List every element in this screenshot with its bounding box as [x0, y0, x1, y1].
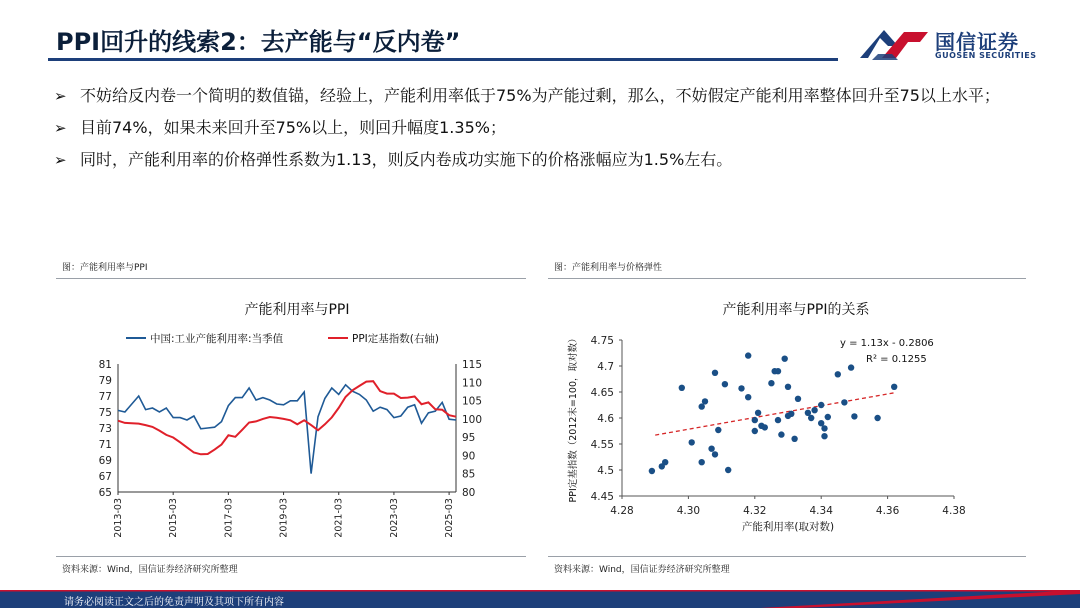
- scatter-point: [775, 368, 781, 374]
- y-left-tick-label: 71: [98, 439, 112, 451]
- scatter-point: [818, 402, 824, 408]
- legend-label: PPI定基指数(右轴): [352, 333, 439, 345]
- panel-rule: [548, 556, 1026, 557]
- x-tick-label: 2021-03: [333, 498, 345, 538]
- y-right-tick-label: 115: [462, 359, 483, 371]
- y-tick-label: 4.7: [597, 361, 614, 373]
- logo-text-cn: 国信证券: [935, 30, 1019, 54]
- bullet-item: [54, 116, 1044, 140]
- title-divider: [48, 58, 838, 61]
- scatter-point: [768, 380, 774, 386]
- footer-disclaimer: 请务必阅读正文之后的免责声明及其项下所有内容: [64, 597, 284, 608]
- scatter-point: [755, 410, 761, 416]
- y-left-tick-label: 65: [98, 487, 112, 499]
- scatter-point: [891, 384, 897, 390]
- right-chart-panel: [548, 256, 1026, 582]
- scatter-point: [702, 398, 708, 404]
- series-line-ppi: [118, 381, 456, 454]
- page-title: PPI回升的线索2：去产能与“反内卷”: [56, 28, 461, 56]
- scatter-point: [841, 399, 847, 405]
- left-chart-source: 资料来源：Wind，国信证券经济研究所整理: [62, 565, 238, 575]
- left-chart-label: 图：产能利用率与PPI: [62, 263, 148, 273]
- y-right-tick-label: 85: [462, 468, 476, 481]
- scatter-point: [745, 352, 751, 358]
- legend-label: 中国:工业产能利用率:当季值: [150, 333, 284, 345]
- bullet-text: 不妨给反内卷一个简明的数值锚，经验上，产能利用率低于75%为产能过剩，那么，不妨假定产能利用率整体回升至75以上水平；: [80, 86, 1000, 105]
- chart-title: 产能利用率与PPI: [244, 302, 350, 318]
- y-right-tick-label: 100: [462, 413, 483, 426]
- right-chart-source: 资料来源：Wind，国信证券经济研究所整理: [554, 565, 730, 575]
- scatter-point: [649, 468, 655, 474]
- x-tick-label: 2013-03: [113, 498, 124, 538]
- scatter-point: [662, 459, 668, 465]
- x-tick-label: 4.30: [676, 505, 701, 517]
- bullet-arrow-icon: ➢: [54, 87, 67, 105]
- trend-r-squared: R² = 0.1255: [866, 354, 927, 365]
- y-tick-label: 4.6: [597, 413, 614, 425]
- y-left-tick-label: 67: [98, 471, 112, 483]
- scatter-point: [699, 459, 705, 465]
- panel-rule: [56, 556, 526, 557]
- scatter-point: [851, 413, 857, 419]
- y-right-tick-label: 80: [462, 487, 476, 499]
- x-tick-label: 4.38: [942, 505, 966, 517]
- scatter-chart: [548, 280, 1026, 556]
- scatter-point: [835, 371, 841, 377]
- scatter-point: [762, 424, 768, 430]
- y-tick-label: 4.5: [597, 465, 614, 477]
- logo-text-en: GUOSEN SECURITIES: [935, 51, 1037, 60]
- x-tick-label: 2019-03: [278, 498, 290, 538]
- scatter-point: [738, 385, 744, 391]
- x-tick-label: 4.32: [743, 505, 767, 517]
- x-tick-label: 4.36: [875, 505, 900, 517]
- panel-rule: [56, 278, 526, 279]
- scatter-point: [848, 364, 854, 370]
- y-right-tick-label: 90: [462, 450, 476, 463]
- y-right-tick-label: 105: [462, 395, 483, 408]
- scatter-point: [722, 381, 728, 387]
- scatter-point: [712, 370, 718, 376]
- trendline: [655, 393, 894, 435]
- y-left-tick-label: 75: [98, 407, 112, 419]
- y-tick-label: 4.75: [590, 335, 614, 347]
- scatter-point: [745, 394, 751, 400]
- y-left-tick-label: 73: [98, 423, 112, 435]
- scatter-point: [821, 425, 827, 431]
- bullet-text: 目前74%，如果未来回升至75%以上，则回升幅度1.35%；: [80, 118, 506, 137]
- scatter-point: [708, 446, 714, 452]
- scatter-point: [715, 427, 721, 433]
- y-tick-label: 4.65: [590, 387, 614, 399]
- x-tick-label: 4.34: [809, 505, 833, 517]
- x-tick-label: 2015-03: [168, 498, 180, 538]
- x-tick-label: 2025-03: [444, 498, 456, 538]
- bullet-arrow-icon: ➢: [54, 119, 67, 137]
- scatter-point: [785, 384, 791, 390]
- scatter-point: [725, 467, 731, 473]
- right-chart-label: 图：产能利用率与价格弹性: [554, 263, 663, 273]
- scatter-point: [752, 417, 758, 423]
- bullet-arrow-icon: ➢: [54, 151, 67, 169]
- scatter-point: [689, 439, 695, 445]
- scatter-point: [775, 417, 781, 423]
- x-tick-label: 2017-03: [223, 498, 235, 538]
- panel-rule: [548, 278, 1026, 279]
- y-tick-label: 4.55: [590, 439, 614, 451]
- bullet-item: [54, 148, 1044, 172]
- scatter-point: [778, 431, 784, 437]
- scatter-point: [679, 385, 685, 391]
- bullet-list: [54, 84, 1044, 180]
- scatter-point: [825, 414, 831, 420]
- scatter-point: [808, 415, 814, 421]
- scatter-point: [782, 356, 788, 362]
- x-tick-label: 2023-03: [388, 498, 400, 538]
- y-left-tick-label: 81: [98, 359, 112, 371]
- scatter-point: [752, 428, 758, 434]
- trend-equation: y = 1.13x - 0.2806: [840, 338, 934, 349]
- scatter-point: [821, 433, 827, 439]
- x-axis-label: 产能利用率(取对数): [741, 521, 835, 533]
- y-axis-label: PPI定基指数（2012末=100，取对数）: [568, 333, 579, 503]
- y-left-tick-label: 79: [98, 375, 112, 387]
- line-chart: [56, 280, 526, 556]
- x-tick-label: 4.28: [610, 505, 634, 517]
- y-left-tick-label: 77: [98, 391, 112, 403]
- scatter-point: [811, 407, 817, 413]
- y-left-tick-label: 69: [98, 455, 112, 467]
- y-right-tick-label: 95: [462, 432, 476, 445]
- bullet-item: [54, 84, 1044, 108]
- y-tick-label: 4.45: [590, 491, 614, 503]
- scatter-point: [874, 415, 880, 421]
- left-chart-panel: [56, 256, 526, 582]
- bullet-text: 同时，产能利用率的价格弹性系数为1.13，则反内卷成功实施下的价格涨幅应为1.5%左右。: [80, 150, 733, 169]
- scatter-point: [795, 396, 801, 402]
- scatter-point: [788, 411, 794, 417]
- scatter-point: [712, 451, 718, 457]
- scatter-point: [791, 436, 797, 442]
- y-right-tick-label: 110: [462, 377, 483, 390]
- chart-title: 产能利用率与PPI的关系: [722, 302, 870, 318]
